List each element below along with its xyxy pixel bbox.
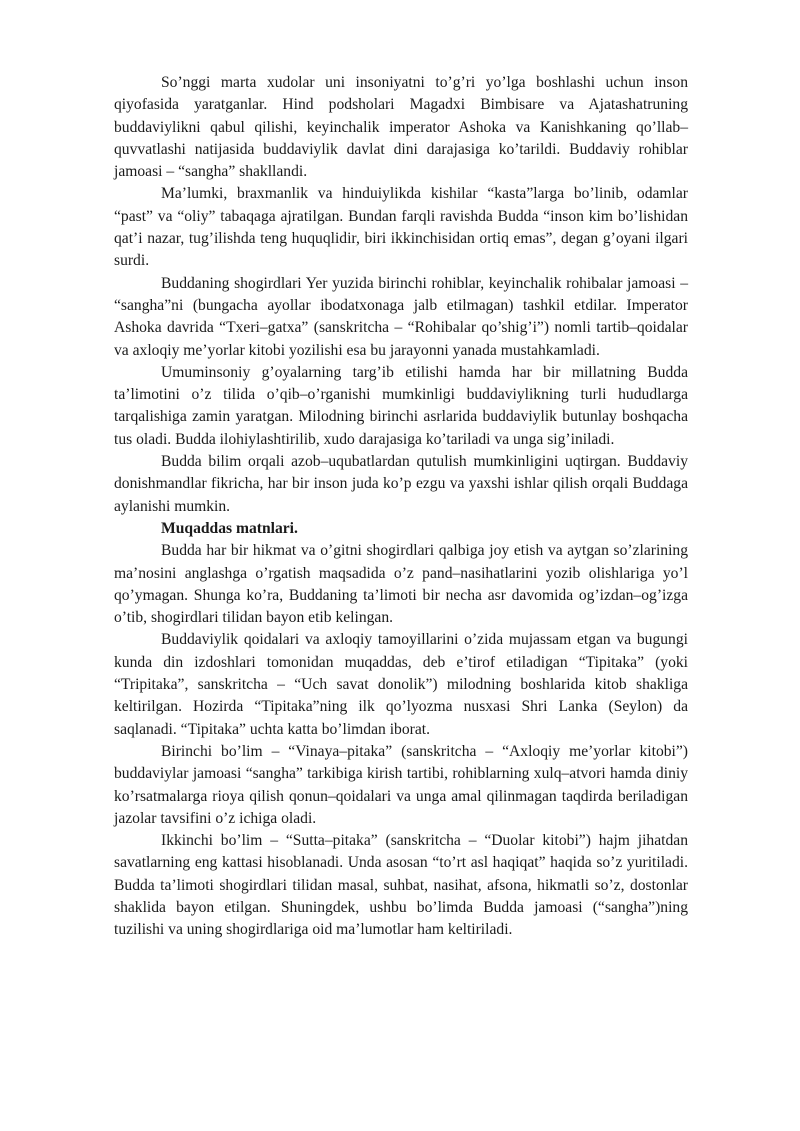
section-heading: Muqaddas matnlari. bbox=[161, 519, 298, 537]
paragraph: Budda har bir hikmat va o’gitni shogirdlari qalbiga joy etish va aytgan so’zlarining ma’nosini anglashga o’rgatish maqsadida o’z pand–nasihatlarini yozib olishlariga yo’l qo’ymagan. Shunga ko’ra, Buddaning ta’limoti bir necha asr davomida og’izdan–og’izga o’tib, shogirdlari tilidan bayon etib kelingan. bbox=[114, 542, 688, 627]
paragraph: Ma’lumki, braxmanlik va hinduiylikda kishilar “kasta”larga bo’linib, odamlar “past” va “oliy” tabaqaga ajratilgan. Bundan farqli ravishda Budda “inson kim bo’lishidan qat’i nazar, tug’ilishda teng huquqlidir, biri ikkinchisidan ortiq emas”, degan g’oyani ilgari surdi. bbox=[114, 185, 688, 270]
paragraph: Buddaviylik qoidalari va axloqiy tamoyillarini o’zida mujassam etgan va bugungi kunda din izdoshlari tomonidan muqaddas, deb e’tirof etiladigan “Tipitaka” (yoki “Tripitaka”, sanskritcha – “Uch savat donolik”) milodning boshlarida kitob shakliga keltirilgan. Hozirda “Tipitaka”ning ilk qo’lyozma nusxasi Shri Lanka (Seylon) da saqlanadi. “Tipitaka” uchta katta bo’limdan iborat. bbox=[114, 631, 688, 738]
paragraph: Umuminsoniy g’oyalarning targ’ib etilishi hamda har bir millatning Budda ta’limotini o’z tilida o’qib–o’rganishi mumkinligi buddaviylikning turli hududlarga tarqalishiga zamin yaratgan. Milodning birinchi asrlarida buddaviylik butunlay boshqacha tus oladi. Budda ilohiylashtirilib, xudo darajasiga ko’tariladi va unga sig’iniladi. bbox=[114, 363, 688, 448]
paragraph: Birinchi bo’lim – “Vinaya–pitaka” (sanskritcha – “Axloqiy me’yorlar kitobi”) buddaviylar jamoasi “sangha” tarkibiga kirish tartibi, rohiblarning xulq–atvori hamda diniy ko’rsatmalarga rioya qilish qonun–qoidalari va unga amal qilinmagan taqdirda beriladigan jazolar tavsifini o’z ichiga oladi. bbox=[114, 742, 688, 827]
document-page bbox=[114, 72, 688, 942]
paragraph: Buddaning shogirdlari Yer yuzida birinchi rohiblar, keyinchalik rohibalar jamoasi – “sangha”ni (bungacha ayollar ibodatxonaga jalb etilmagan) tashkil etdilar. Imperator Ashoka davrida “Txeri–gatxa” (sanskritcha – “Rohibalar qo’shig’i”) nomli tartib–qoidalar va axloqiy me’yorlar kitobi yozilishi esa bu jarayonni yanada mustahkamladi. bbox=[114, 274, 688, 359]
paragraph: Budda bilim orqali azob–uqubatlardan qutulish mumkinligini uqtirgan. Buddaviy donishmandlar fikricha, har bir inson juda ko’p ezgu va yaxshi ishlar qilish orqali Buddaga aylanishi mumkin. bbox=[114, 453, 688, 515]
paragraph: Ikkinchi bo’lim – “Sutta–pitaka” (sanskritcha – “Duolar kitobi”) hajm jihatdan savatlarning eng kattasi hisoblanadi. Unda asosan “to’rt asl haqiqat” haqida so’z yuritiladi. Budda ta’limoti shogirdlari tilidan masal, suhbat, nasihat, afsona, hikmatli so’z, dostonlar shaklida bayon etilgan. Shuningdek, ushbu bo’limda Budda jamoasi (“sangha”)ning tuzilishi va uning shogirdlariga oid ma’lumotlar ham keltiriladi. bbox=[114, 832, 688, 939]
paragraph: So’nggi marta xudolar uni insoniyatni to’g’ri yo’lga boshlashi uchun inson qiyofasida yaratganlar. Hind podsholari Magadxi Bimbisare va Ajatashatruning buddaviylikni qabul qilishi, keyinchalik imperator Ashoka va Kanishkaning qo’llab–quvvatlashi natijasida buddaviylik davlat dini darajasiga ko’tarildi. Buddaviy rohiblar jamoasi – “sangha” shakllandi. bbox=[114, 74, 688, 181]
